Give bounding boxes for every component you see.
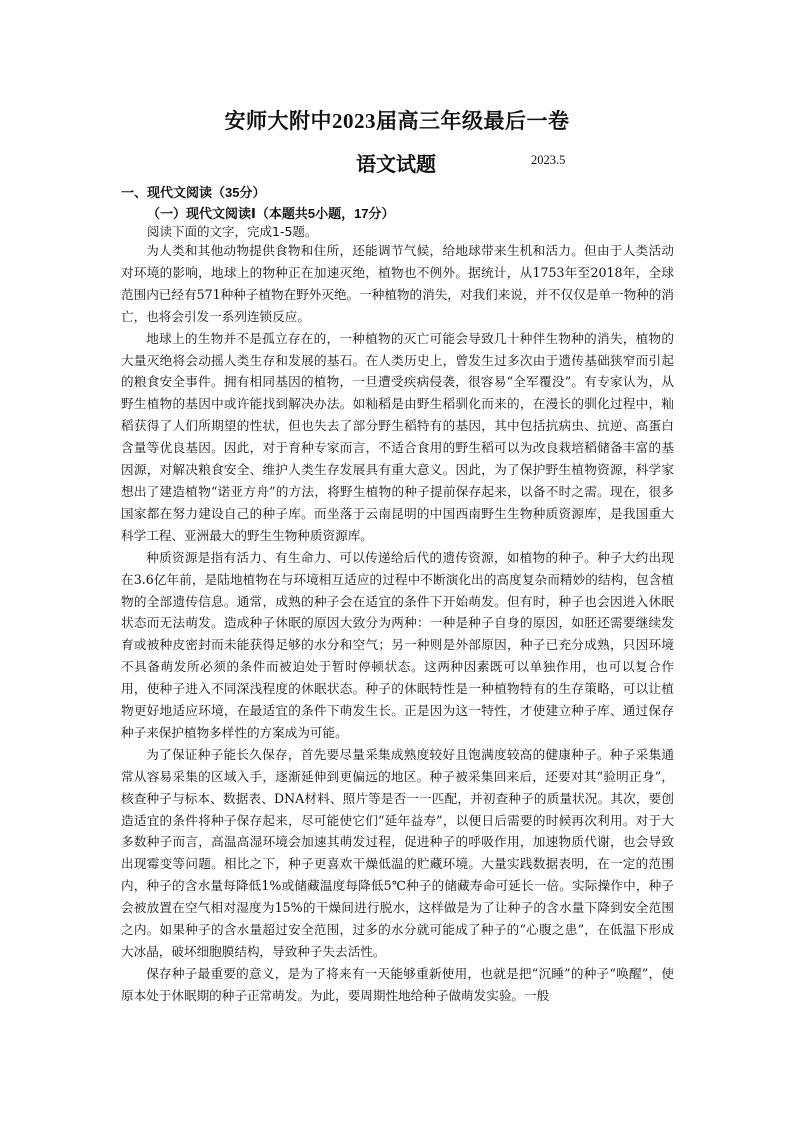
passage-paragraph: 为了保证种子能长久保存，首先要尽量采集成熟度较好且饱满度较高的健康种子。种子采集通常从容易采集的区域入手，逐渐延伸到更偏远的地区。种子被采集回来后，还要对其“验明正身”，核查种子与标本、数据表、DNA材料、照片等是否一一匹配，并初查种子的质量状况。其次，要创造适宜的条件将种子保存起来，尽可能使它们“延年益寿”，以便日后需要的时候再次利用。对于大多数种子而言，高温高湿环境会加速其萌发过程，促进种子的呼吸作用，加速物质代谢，也会导致出现霉变等问题。相比之下，种子更喜欢干燥低温的贮藏环境。大量实践数据表明，在一定的范围内，种子的含水量每降低1%或储藏温度每降低5℃种子的储藏寿命可延长一倍。实际操作中，种子会被放置在空气相对湿度为15%的干燥间进行脱水，这样做是为了让种子的含水量下降到安全范围之内。如果种子的含水量超过安全范围，过多的水分就可能成了种子的“心腹之患”，在低温下形成大冰晶，破坏细胞膜结构，导致种子失去活性。	[121, 746, 674, 959]
passage-paragraph: 种质资源是指有活力、有生命力、可以传递给后代的遗传资源，如植物的种子。种子大约出现在3.6亿年前，是陆地植物在与环境相互适应的过程中不断演化出的高度复杂而精妙的结构，包含植物的全部遗传信息。通常，成熟的种子会在适宜的条件下开始萌发。但有时，种子也会因进入休眠状态而无法萌发。造成种子休眠的原因大致分为两种：一种是种子自身的原因，如胚还需要继续发育或被种皮密封而未能获得足够的水分和空气；另一种则是外部原因，种子已充分成熟，只因环境不具备萌发所必须的条件而被迫处于暂时停顿状态。这两种因素既可以单独作用，也可以复合作用，使种子进入不同深浅程度的休眠状态。种子的休眠特性是一种植物特有的生存策略，可以让植物更好地适应环境，在最适宜的条件下萌发生长。正是因为这一特性，才使建立种子库、通过保存种子来保护植物多样性的方案成为可能。	[121, 549, 674, 740]
reading-instruction: 阅读下面的文字，完成1-5题。	[147, 224, 318, 239]
passage-paragraph: 保存种子最重要的意义，是为了将来有一天能够重新使用，也就是把“沉睡”的种子“唤醒”，使原本处于休眠期的种子正常萌发。为此，要周期性地给种子做萌发实验。一般	[121, 965, 674, 1003]
passage-paragraph: 地球上的生物并不是孤立存在的，一种植物的灭亡可能会导致几十种伴生物种的消失，植物的大量灭绝将会动摇人类生存和发展的基石。在人类历史上，曾发生过多次由于遗传基础狭窄而引起的粮食安全事件。拥有相同基因的植物，一旦遭受疾病侵袭，很容易“全军覆没”。有专家认为，从野生植物的基因中或许能找到解决办法。如籼稻是由野生稻驯化而来的，在漫长的驯化过程中，籼稻获得了人们所期望的性状，但也失去了部分野生稻特有的基因，其中包括抗病虫、抗逆、高蛋白含量等优良基因。因此，对于育种专家而言，不适合食用的野生稻可以为改良栽培稻储备丰富的基因源，对解决粮食安全、维护人类生存发展具有重大意义。因此，为了保护野生植物资源，科学家想出了建造植物“诺亚方舟”的方法，将野生植物的种子提前保存起来，以备不时之需。现在，很多国家都在努力建设自己的种子库。而坐落于云南昆明的中国西南野生生物种质资源库，是我国重大科学工程、亚洲最大的野生生物种质资源库。	[121, 330, 674, 543]
exam-subject: 语文试题	[356, 154, 436, 176]
exam-title: 安师大附中2023届高三年级最后一卷	[224, 109, 570, 133]
passage-body	[121, 240, 674, 1007]
subsection-heading: （一）现代文阅读Ⅰ（本题共5小题，17分）	[147, 206, 395, 221]
passage-paragraph: 为人类和其他动物提供食物和住所，还能调节气候，给地球带来生机和活力。但由于人类活动对环境的影响，地球上的物种正在加速灭绝，植物也不例外。据统计，从1753年至2018年，全球范围内已经有571种种子植物在野外灭绝。一种植物的消失，对我们来说，并不仅仅是单一物种的消亡，也将会引发一系列连锁反应。	[121, 243, 674, 324]
section-heading: 一、现代文阅读（35分）	[121, 185, 266, 200]
exam-date: 2023.5	[531, 153, 566, 167]
subtitle-row	[0, 148, 794, 174]
